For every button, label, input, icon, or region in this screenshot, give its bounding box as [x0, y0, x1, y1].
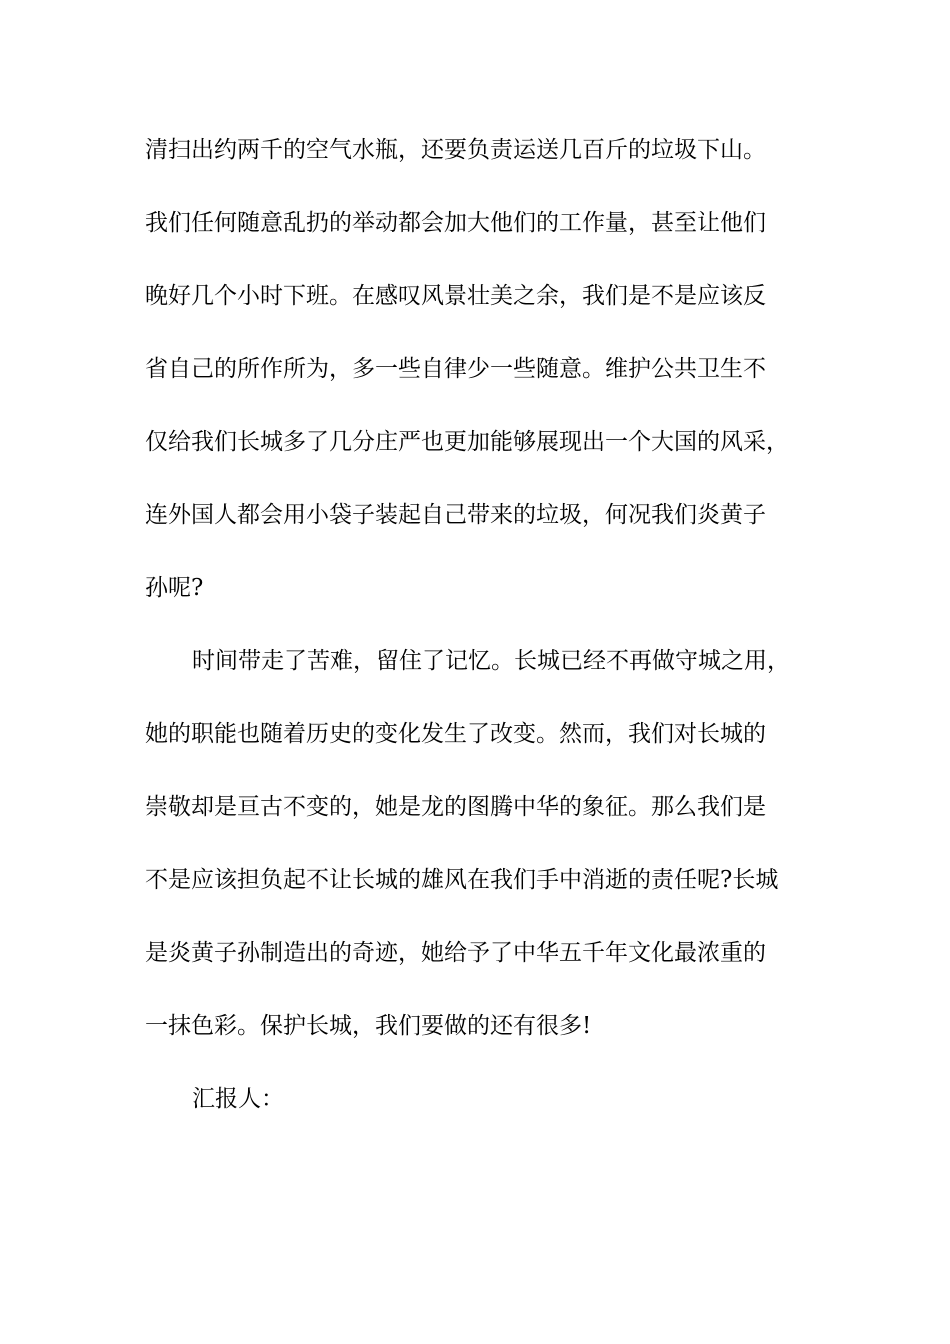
text-line: 她的职能也随着历史的变化发生了改变。然而，我们对长城的 — [145, 721, 766, 747]
text-line: 崇敬却是亘古不变的，她是龙的图腾中华的象征。那么我们是 — [145, 794, 766, 820]
text-line: 仅给我们长城多了几分庄严也更加能够展现出一个大国的风采， — [145, 429, 789, 455]
text-line: 时间带走了苦难，留住了记忆。长城已经不再做守城之用， — [192, 648, 790, 674]
text-line: 省自己的所作所为，多一些自律少一些随意。维护公共卫生不 — [145, 356, 766, 382]
document-body — [145, 127, 815, 1149]
text-line: 我们任何随意乱扔的举动都会加大他们的工作量，甚至让他们 — [145, 210, 766, 236]
text-line: 孙呢? — [145, 575, 204, 601]
text-line: 连外国人都会用小袋子装起自己带来的垃圾，何况我们炎黄子 — [145, 502, 766, 528]
text-line: 一抹色彩。保护长城，我们要做的还有很多! — [145, 1013, 592, 1039]
text-line: 不是应该担负起不让长城的雄风在我们手中消逝的责任呢?长城 — [145, 867, 779, 893]
text-line: 晚好几个小时下班。在感叹风景壮美之余，我们是不是应该反 — [145, 283, 766, 309]
paragraph-1 — [145, 127, 815, 638]
text-line: 是炎黄子孙制造出的奇迹，她给予了中华五千年文化最浓重的 — [145, 940, 766, 966]
reporter-label: 汇报人： — [192, 1086, 284, 1112]
text-line: 清扫出约两千的空气水瓶，还要负责运送几百斤的垃圾下山。 — [145, 137, 766, 163]
paragraph-2 — [145, 638, 815, 1076]
reporter-paragraph — [145, 1076, 815, 1149]
